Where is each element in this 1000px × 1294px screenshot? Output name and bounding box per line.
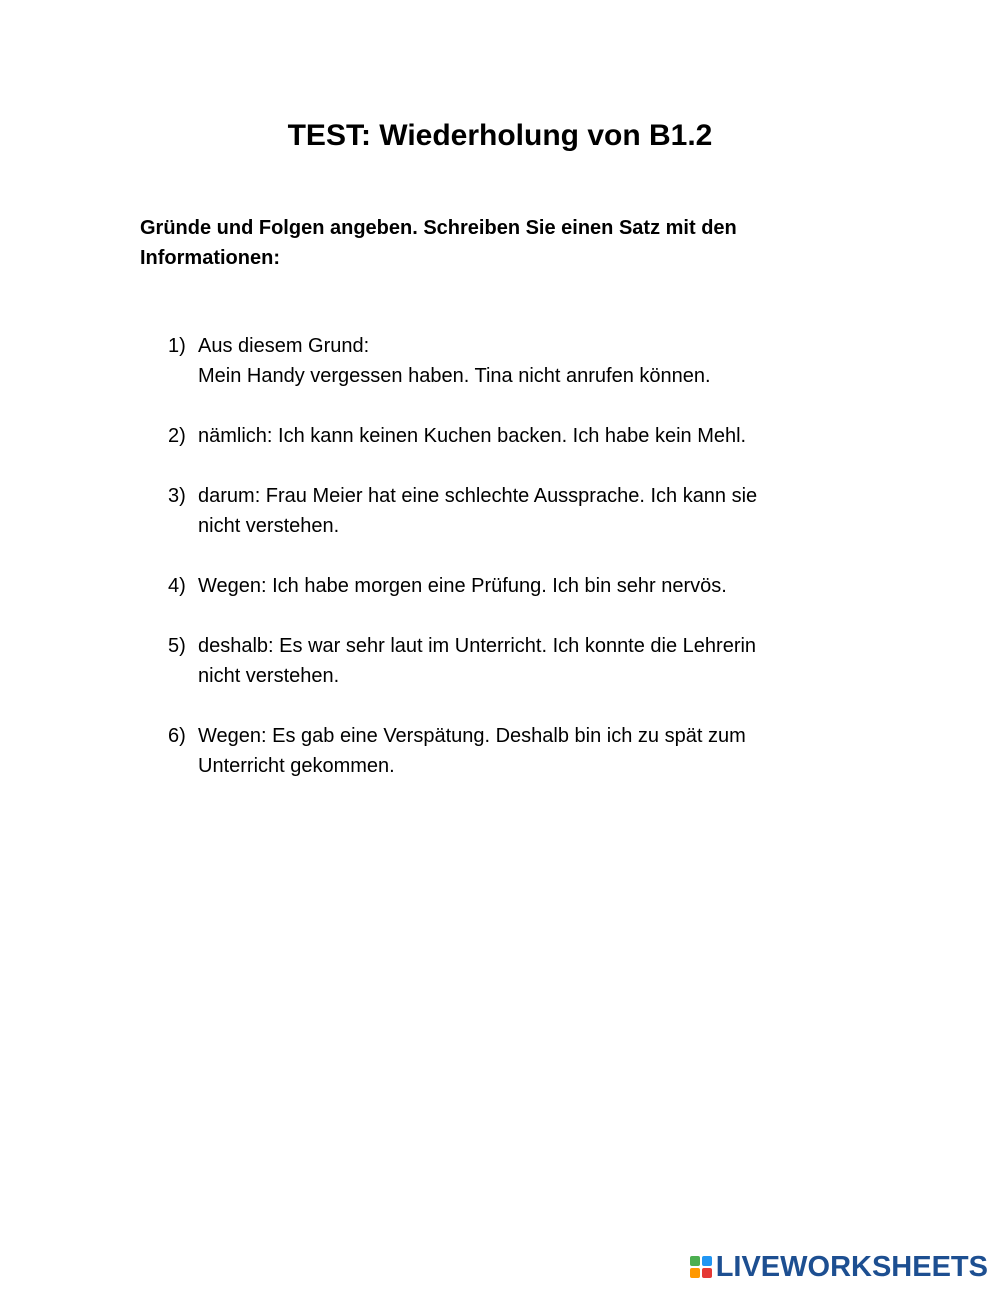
task-number: 3) [168, 485, 186, 507]
task-line: Mein Handy vergessen haben. Tina nicht anrufen können. [198, 365, 711, 387]
task-text [198, 481, 848, 541]
instruction-text: Gründe und Folgen angeben. Schreiben Sie einen Satz mit den Informationen: [140, 217, 737, 269]
task-item-6 [168, 721, 848, 781]
task-item-2 [168, 421, 848, 451]
task-text [198, 571, 848, 601]
task-list [168, 331, 848, 811]
task-line: darum: Frau Meier hat eine schlechte Aussprache. Ich kann sie [198, 485, 758, 507]
logo-square-icon [702, 1268, 712, 1278]
liveworksheets-logo [690, 1252, 988, 1282]
task-item-1 [168, 331, 848, 391]
task-line: Unterricht gekommen. [198, 755, 395, 777]
logo-square-icon [702, 1256, 712, 1266]
task-item-5 [168, 631, 848, 691]
task-text [198, 421, 848, 451]
task-item-3 [168, 481, 848, 541]
logo-square-icon [690, 1268, 700, 1278]
task-text [198, 331, 848, 391]
task-number: 4) [168, 575, 186, 597]
task-line: nicht verstehen. [198, 665, 340, 687]
logo-text: LIVEWORKSHEETS [715, 1251, 988, 1283]
task-text [198, 721, 848, 781]
task-number: 2) [168, 425, 186, 447]
task-line: Wegen: Es gab eine Verspätung. Deshalb bin ich zu spät zum [198, 725, 746, 747]
task-number: 1) [168, 335, 186, 357]
task-item-4 [168, 571, 848, 601]
task-line: deshalb: Es war sehr laut im Unterricht. Ich konnte die Lehrerin [198, 635, 757, 657]
logo-mark-icon [690, 1256, 712, 1278]
logo-square-icon [690, 1256, 700, 1266]
page-title: TEST: Wiederholung von B1.2 [287, 119, 713, 152]
task-line: nämlich: Ich kann keinen Kuchen backen. Ich habe kein Mehl. [198, 425, 747, 447]
task-number: 6) [168, 725, 186, 747]
task-text [198, 631, 848, 691]
task-number: 5) [168, 635, 186, 657]
task-line: Aus diesem Grund: [198, 335, 370, 357]
task-line: Wegen: Ich habe morgen eine Prüfung. Ich bin sehr nervös. [198, 575, 727, 597]
task-line: nicht verstehen. [198, 515, 340, 537]
